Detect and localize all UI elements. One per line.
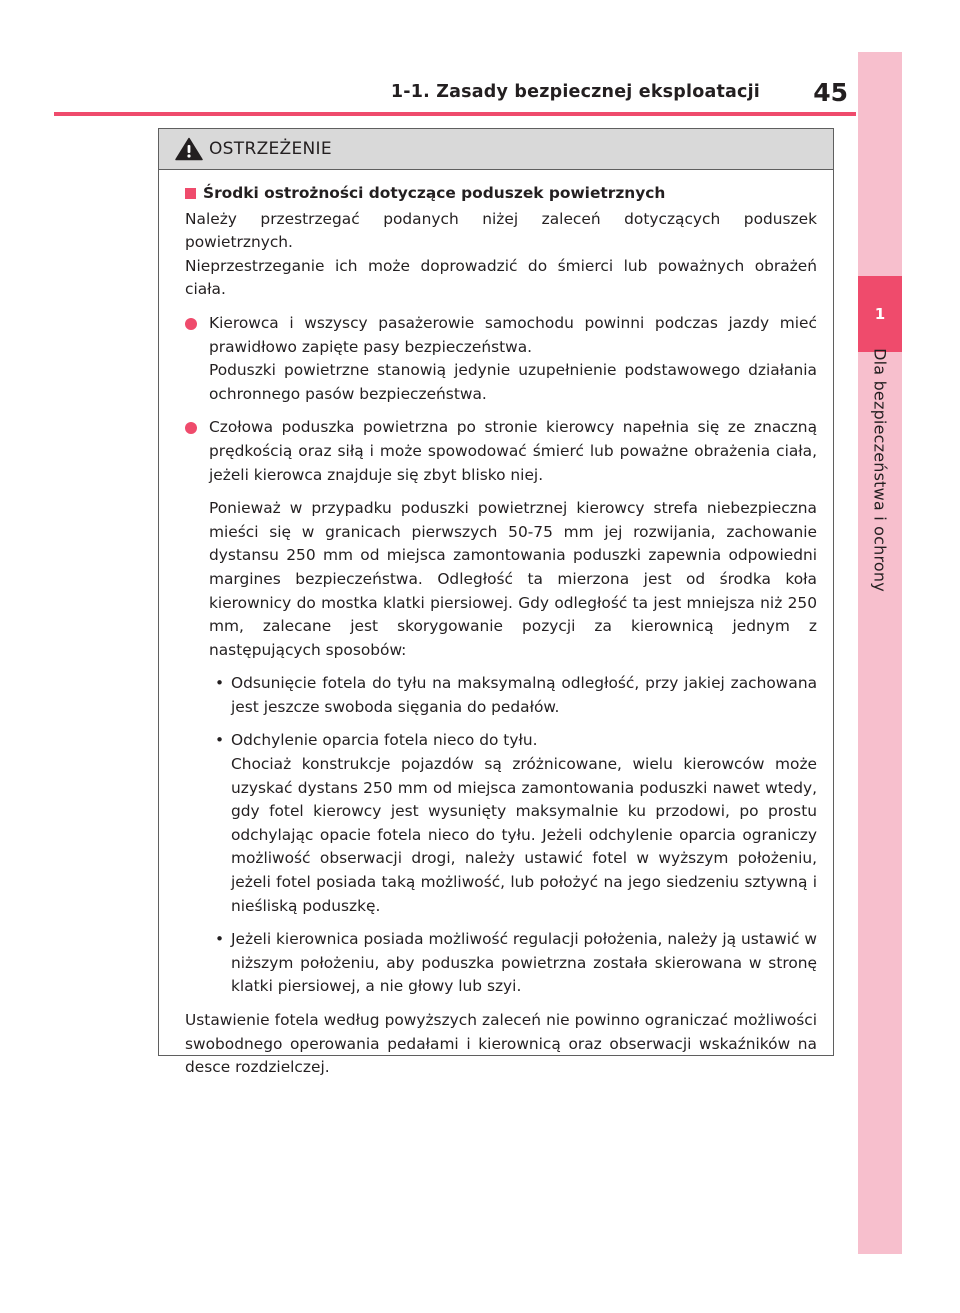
sub-item-text: Odchylenie oparcia fotela nieco do tyłu.: [231, 731, 538, 750]
warning-content: [159, 170, 833, 1080]
warning-triangle-icon: [175, 137, 203, 161]
sub-item-marker: •: [215, 731, 225, 750]
sub-item-body: [231, 729, 817, 918]
section-heading-text: Środki ostrożności dotyczące poduszek powietrznych: [203, 184, 666, 202]
chapter-side-strip: [858, 52, 902, 1254]
bullet-item: [185, 416, 817, 487]
warning-label: OSTRZEŻENIE: [209, 139, 332, 159]
closing-paragraph: Ustawienie fotela według powyższych zaleceń nie powinno ograniczać możliwości swobodnego operowania pedałami i kierownicą oraz obserwacji wskaźników na desce rozdzielczej.: [185, 1011, 817, 1077]
bullet-body: [209, 416, 817, 487]
sub-item: [185, 928, 817, 999]
sub-item-note: Chociaż konstrukcje pojazdów są zróżnicowane, wielu kierowców może uzyskać dystans 250 mm od miejsca zamontowania poduszki nawet wtedy, gdy fotel kierowcy jest wysunięty maksymalnie ku przodowi, po prostu odchylając opacie fotela nieco do tyłu. Jeżeli odchylenie oparcia ograniczy możliwość obserwacji drogi, należy ustawić fotel w wyższym położeniu, jeżeli fotel posiada taką możliwość, lub położyć na jego siedzeniu sztywną i nieśliską poduszkę.: [231, 755, 817, 915]
square-bullet-icon: [185, 188, 196, 199]
round-bullet-icon: [185, 318, 197, 330]
sub-item-marker: •: [215, 674, 225, 693]
section-heading: [185, 182, 817, 206]
chapter-title: Dla bezpieczeństwa i ochrony: [870, 348, 890, 592]
sub-item-text: Odsunięcie fotela do tyłu na maksymalną odległość, przy jakiej zachowana jest jeszcze swoboda sięgania do pedałów.: [231, 674, 817, 716]
bullet-note: Poduszki powietrzne stanowią jedynie uzupełnienie podstawowego działania ochronnego pasów bezpieczeństwa.: [209, 361, 817, 403]
sub-item-body: [231, 928, 817, 999]
round-bullet-icon: [185, 422, 197, 434]
sub-item-text: Jeżeli kierownica posiada możliwość regulacji położenia, należy ją ustawić w niższym położeniu, aby poduszka powietrzna została skierowana w stronę klatki piersiowej, a nie głowy lub szyi.: [231, 930, 817, 996]
distance-paragraph: Ponieważ w przypadku poduszki powietrznej kierowcy strefa niebezpieczna mieści się w granicach pierwszych 50-75 mm jej rozwijania, zachowanie dystansu 250 mm od miejsca zamontowania poduszki zapewnia odpowiedni margines bezpieczeństwa. Odległość ta mierzona jest od środka koła kierownicy do mostka klatki piersiowej. Gdy odległość ta jest mniejsza niż 250 mm, zalecane jest skorygowanie pozycji za kierownicą jednym z następujących sposobów:: [209, 499, 817, 659]
bullet-text: Czołowa poduszka powietrzna po stronie kierowcy napełnia się ze znaczną prędkością oraz siłą i może spowodować śmierć lub poważne obrażenia ciała, jeżeli kierowca znajduje się zbyt blisko niej.: [209, 418, 817, 484]
intro-line: Nieprzestrzeganie ich może doprowadzić do śmierci lub poważnych obrażeń ciała.: [185, 256, 817, 299]
intro-line: Należy przestrzegać podanych niżej zaleceń dotyczących poduszek powietrznych.: [185, 209, 817, 252]
intro: [185, 208, 817, 302]
warning-header: [159, 129, 833, 170]
bullet-text: Kierowca i wszyscy pasażerowie samochodu powinni podczas jazdy mieć prawidłowo zapięte pasy bezpieczeństwa.: [209, 313, 817, 356]
chapter-number-tab: 1: [858, 276, 902, 352]
page-number: 45: [813, 78, 848, 107]
sub-item: [185, 672, 817, 719]
running-header: 1-1. Zasady bezpiecznej eksploatacji: [390, 82, 760, 102]
bullet-item: [185, 312, 817, 406]
warning-box: [158, 128, 834, 1077]
sub-item-marker: •: [215, 930, 225, 949]
bullet-body: [209, 312, 817, 406]
sub-item-body: [231, 672, 817, 719]
sub-item: [185, 729, 817, 918]
header-rule: [54, 112, 856, 116]
